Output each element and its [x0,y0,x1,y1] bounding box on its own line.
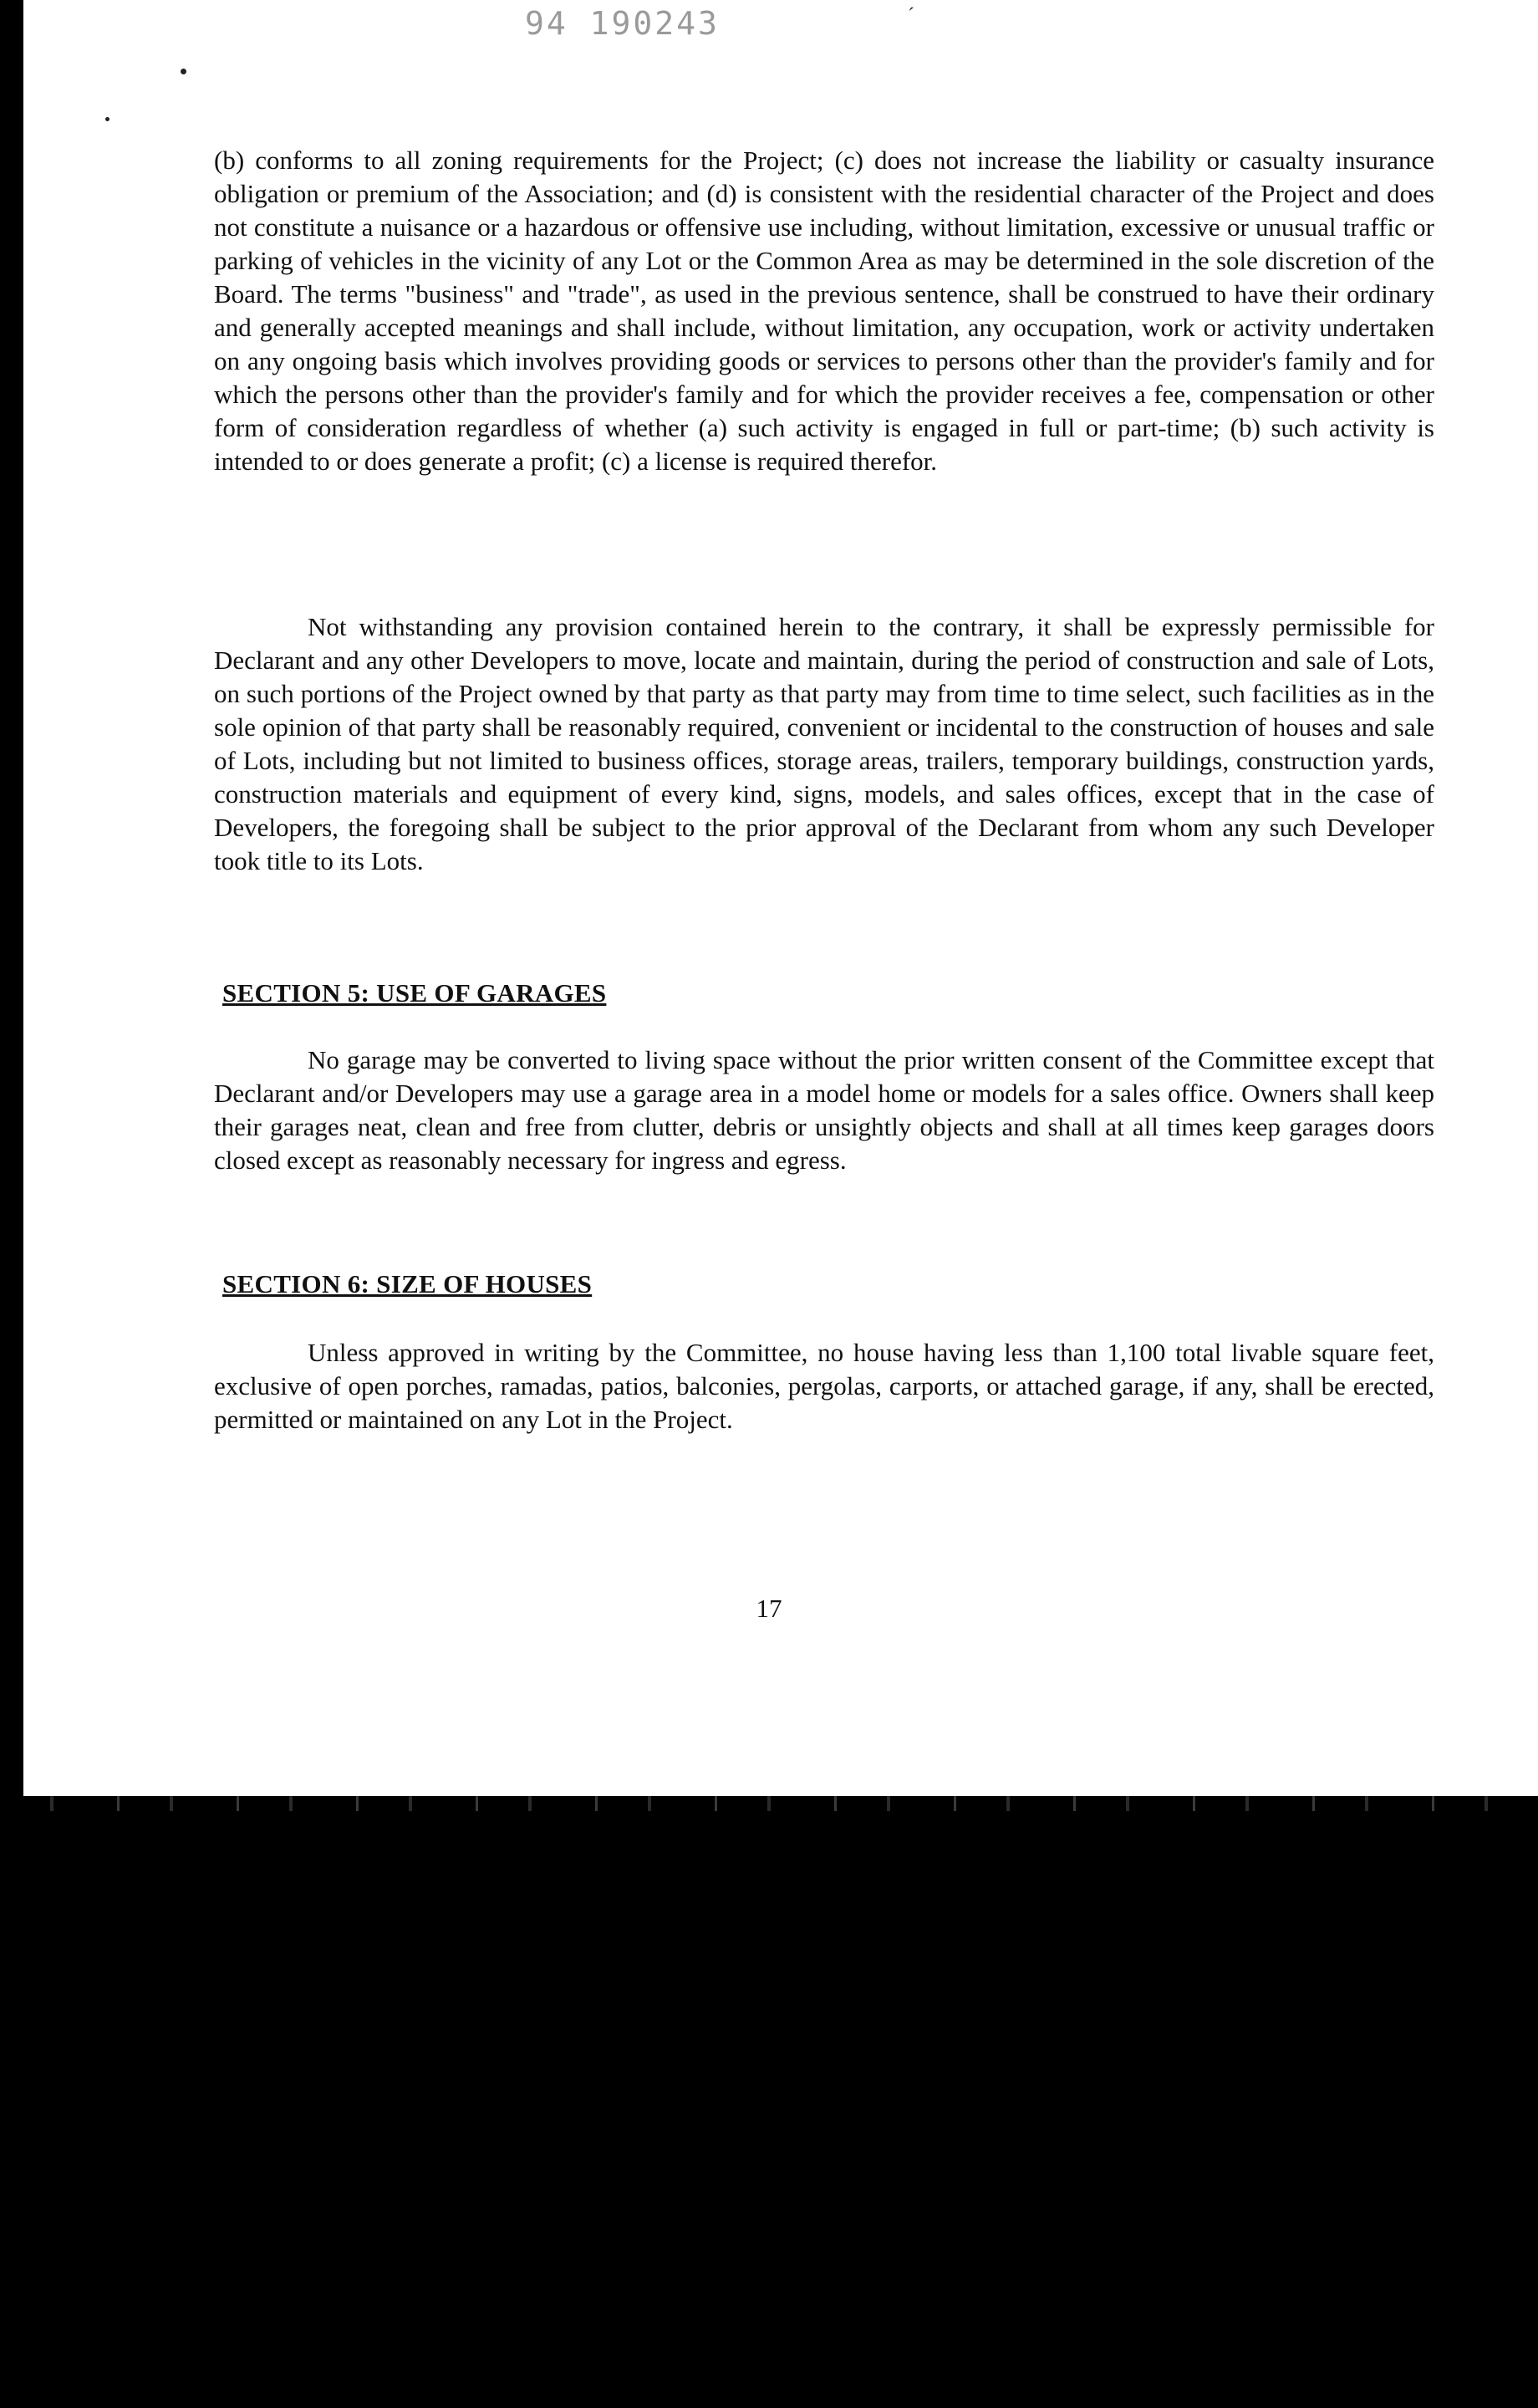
section-5-text: No garage may be converted to living space without the prior written consent of the Committee except that Declarant and/or Developers may use a garage area in a model home or models for a sales office. Owners shall keep their garages neat, clean and free from clutter, debris or unsightly objects and shall at all times keep garages doors closed except as reasonably necessary for ingress and egress. [214,1045,1434,1175]
section-6-heading: SECTION 6: SIZE OF HOUSES [222,1269,593,1298]
section-5-heading: SECTION 5: USE OF GARAGES [222,978,607,1008]
scan-speck [105,117,109,121]
document-stamp: 94 190243 [525,5,720,42]
paragraph-business-use: (b) conforms to all zoning requirements for the Project; (c) does not increase the liability or casualty insurance obligation or premium of the Association; and (d) is consistent with the residential character of the Project and does not constitute a nuisance or a hazardous or offensive use including, without limitation, excessive or unusual traffic or parking of vehicles in the vicinity of any Lot or the Common Area as may be determined in the sole discretion of the Board. The terms "business" and "trade", as used in the previous sentence, shall be construed to have their ordinary and generally accepted meanings and shall include, without limitation, any occupation, work or activity undertaken on any ongoing basis which involves providing goods or services to persons other than the provider's family and for which the persons other than the provider's family and for which the provider receives a fee, compensation or other form of consideration regardless of whether (a) such activity is engaged in full or part-time; (b) such activity is intended to or does generate a profit; (c) a license is required therefor. [214,145,1434,476]
section-6-text: Unless approved in writing by the Committee, no house having less than 1,100 total livable square feet, exclusive of open porches, ramadas, patios, balconies, pergolas, carports, or attached garage, if any, shall be erected, permitted or maintained on any Lot in the Project. [214,1338,1434,1434]
paragraph-developer-facilities: Not withstanding any provision contained herein to the contrary, it shall be expressly permissible for Declarant and any other Developers to move, locate and maintain, during the period of construction and sale of Lots, on such portions of the Project owned by that party as that party may from time to time select, such facilities as in the sole opinion of that party shall be reasonably required, convenient or incidental to the construction of houses and sale of Lots, including but not limited to business offices, storage areas, trailers, temporary buildings, construction yards, construction materials and equipment of every kind, signs, models, and sales offices, except that in the case of Developers, the foregoing shall be subject to the prior approval of the Declarant from whom any such Developer took title to its Lots. [214,612,1434,875]
scan-border [0,1796,1538,1811]
scan-speck [181,69,186,74]
document-page [23,0,1538,1798]
scan-mark: ´ [908,5,914,27]
page-number: 17 [756,1594,782,1623]
